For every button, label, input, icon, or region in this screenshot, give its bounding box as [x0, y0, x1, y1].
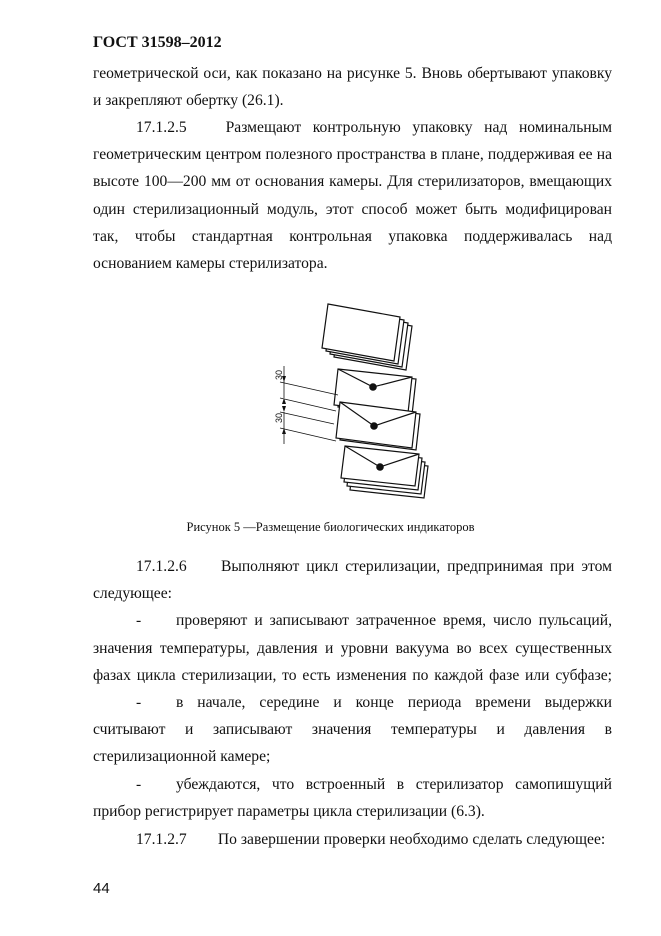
- clause-first-line: [93, 114, 612, 141]
- document-code: ГОСТ 31598–2012: [93, 34, 222, 51]
- top-pack-stack: [322, 304, 412, 370]
- indicator-dot-upper: [369, 383, 377, 391]
- clause-number: 17.1.2.6: [136, 558, 187, 575]
- clause-first-line: [93, 553, 612, 580]
- indicator-dot-middle: [370, 422, 378, 430]
- list-item-first-line: [93, 771, 612, 798]
- text-fragment: Выполняют цикл стерилизации, предпринимая при этом: [220, 558, 612, 575]
- text-line: стерилизационной камере;: [93, 748, 271, 766]
- list-marker: -: [136, 694, 142, 712]
- text-line: основанием камеры стерилизатора.: [93, 255, 328, 273]
- clause-17-1-2-6: [93, 553, 612, 825]
- clause-number: 17.1.2.7: [136, 831, 187, 848]
- text-line: прибор регистрирует параметры цикла стерилизации (6.3).: [93, 802, 485, 820]
- intro-paragraph: [93, 60, 612, 114]
- list-marker: -: [136, 612, 142, 630]
- text-line: значения температуры, давления и уровни вакуума во всех существенных: [93, 639, 612, 657]
- text-line: один стерилизационный модуль, этот способ может быть модифицирован: [93, 200, 612, 218]
- text-fragment: в начале, середине и конце периода времени выдержки: [176, 694, 612, 712]
- text-line: геометрическим центром полезного пространства в плане, поддерживая ее на: [93, 146, 612, 164]
- text-line: и закрепляют обертку (26.1).: [93, 92, 284, 110]
- text-line: высоте 100—200 мм от основания камеры. Для стерилизаторов, вмещающих: [93, 173, 612, 191]
- dimension-lines: [280, 366, 338, 444]
- bottom-pack-stack: [341, 446, 428, 498]
- clause-17-1-2-7: [93, 826, 612, 853]
- clause-number: 17.1.2.5: [136, 119, 187, 136]
- clause-first-line: [93, 826, 612, 853]
- text-line: геометрической оси, как показано на рисунке 5. Вновь обертывают упаковку: [93, 65, 612, 82]
- dimension-label-lower: 30: [274, 412, 284, 423]
- list-item-first-line: [93, 607, 612, 634]
- text-fragment: Размещают контрольную упаковку над номинальным: [225, 119, 612, 136]
- list-item-first-line: [93, 689, 612, 716]
- text-line: так, чтобы стандартная контрольная упаковка поддерживалась над: [93, 227, 612, 245]
- list-marker: -: [136, 775, 142, 793]
- text-fragment: проверяют и записывают затраченное время, число пульсаций,: [176, 612, 612, 630]
- figure-5-diagram: [270, 300, 430, 505]
- text-line: фазах цикла стерилизации, то есть изменения по каждой фазе или субфазе;: [93, 666, 612, 684]
- clause-17-1-2-5: [93, 114, 612, 277]
- text-line: следующее:: [93, 585, 172, 603]
- dimension-label-upper: 30: [274, 369, 284, 380]
- figure-caption: Рисунок 5 —Размещение биологических индикаторов: [186, 520, 475, 534]
- indicator-dot-lower: [376, 463, 384, 471]
- page-number: 44: [93, 880, 110, 897]
- text-line: считывают и записывают значения температуры и давления в: [93, 721, 612, 739]
- text-fragment: убеждаются, что встроенный в стерилизатор самопишущий: [176, 775, 612, 793]
- text-fragment: По завершении проверки необходимо сделать следующее:: [217, 831, 606, 848]
